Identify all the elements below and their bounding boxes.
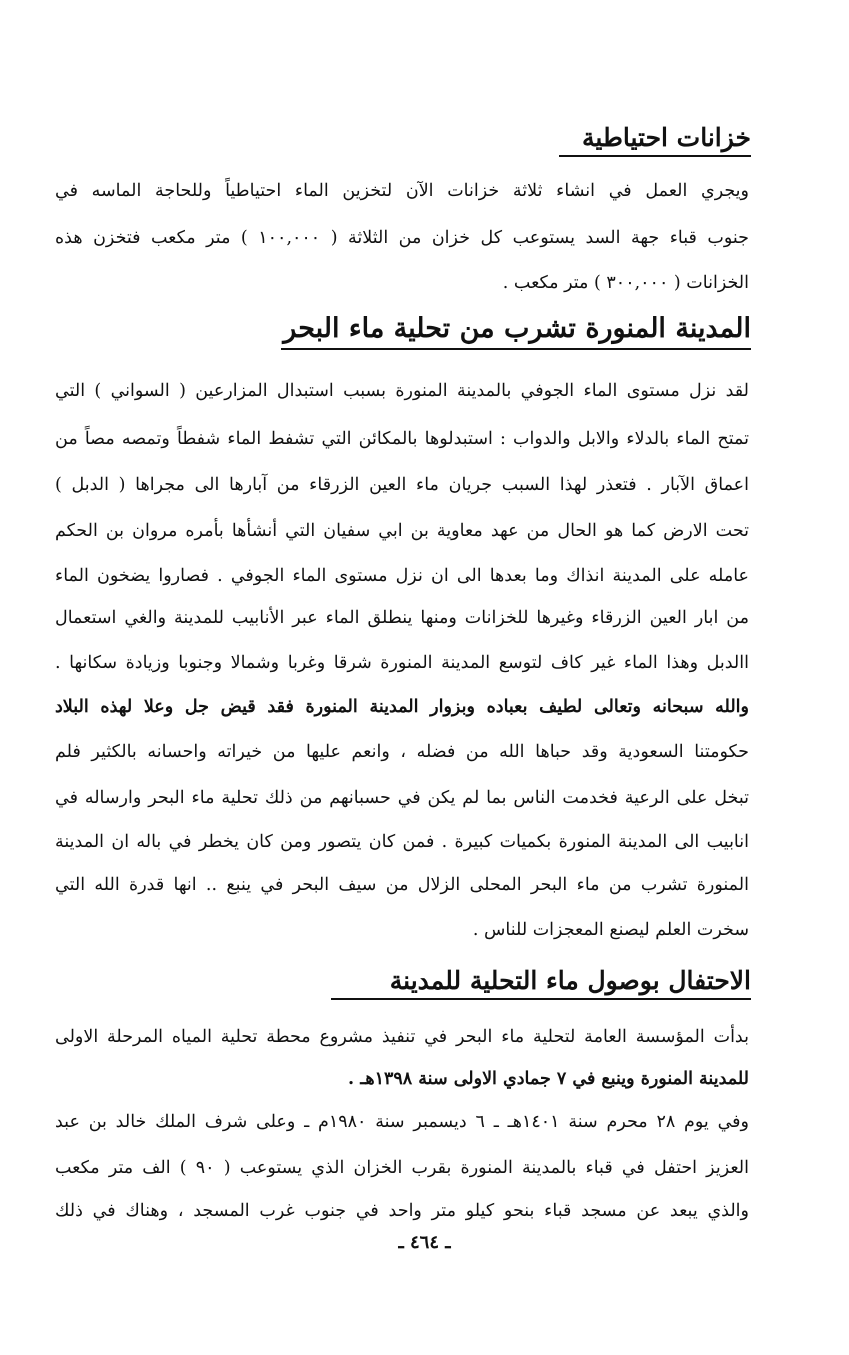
paragraph-line: لقد نزل مستوى الماء الجوفي بالمدينة المنورة بسبب استبدال المزارعين ( السواني ) التي bbox=[55, 381, 749, 401]
paragraph-line: تحت الارض كما هو الحال من عهد معاوية بن ابي سفيان التي أنشأها بأمره مروان بن الحكم bbox=[55, 521, 749, 541]
paragraph-line: اعماق الآبار . فتعذر لهذا السبب جريان ماء العين الزرقاء من آبارها الى مجراها ( الدبل ) bbox=[55, 475, 749, 495]
paragraph-line: جنوب قباء جهة السد يستوعب كل خزان من الثلاثة ( ١٠٠,٠٠٠ ) متر مكعب فتخزن هذه bbox=[55, 228, 749, 248]
section-heading-reserve-tanks: خزانات احتياطية bbox=[559, 122, 751, 157]
section-heading-desalination-water: المدينة المنورة تشرب من تحلية ماء البحر bbox=[281, 312, 751, 350]
section-heading-celebration: الاحتفال بوصول ماء التحلية للمدينة bbox=[331, 965, 751, 1000]
paragraph-line: المنورة تشرب من ماء البحر المحلى الزلال من سيف البحر في ينبع .. انها قدرة الله التي bbox=[55, 875, 749, 895]
paragraph-line: سخرت العلم ليصنع المعجزات للناس . bbox=[472, 920, 749, 940]
paragraph-line: ويجري العمل في انشاء ثلاثة خزانات الآن لتخزين الماء احتياطياً وللحاجة الماسه في bbox=[55, 181, 749, 201]
paragraph-line: وفي يوم ٢٨ محرم سنة ١٤٠١هـ ـ ٦ ديسمبر سنة ١٩٨٠م ـ وعلى شرف الملك خالد بن عبد bbox=[55, 1112, 749, 1132]
paragraph-line: والله سبحانه وتعالى لطيف بعباده وبزوار المدينة المنورة فقد قيض جل وعلا لهذه البلاد bbox=[55, 697, 749, 717]
paragraph-line: تبخل على الرعية فخدمت الناس بما لم يكن في حسبانهم من ذلك تحلية ماء البحر وارساله في bbox=[55, 788, 749, 808]
paragraph-line: للمدينة المنورة وينبع في ٧ جمادي الاولى سنة ١٣٩٨هـ . bbox=[348, 1069, 749, 1089]
page-number: ـ ٤٦٤ ـ bbox=[398, 1232, 451, 1253]
paragraph-line: انابيب الى المدينة المنورة بكميات كبيرة . فمن كان يتصور ومن كان يخطر في باله ان المدينة bbox=[55, 832, 749, 852]
paragraph-line: تمتح الماء بالدلاء والابل والدواب : استبدلوها بالمكائن التي تشفط الماء شفطاً وتمصه مصاً من bbox=[55, 429, 749, 449]
paragraph-line: عامله على المدينة انذاك وما بعدها الى ان نزل مستوى الماء الجوفي . فصاروا يضخون الماء bbox=[55, 566, 749, 586]
paragraph-line: والذي يبعد عن مسجد قباء بنحو كيلو متر واحد في جنوب غرب المسجد ، وهناك في ذلك bbox=[55, 1201, 749, 1221]
paragraph-line: العزيز احتفل في قباء بالمدينة المنورة بقرب الخزان الذي يستوعب ( ٩٠ ) الف متر مكعب bbox=[55, 1158, 749, 1178]
paragraph-line: بدأت المؤسسة العامة لتحلية ماء البحر في تنفيذ مشروع محطة تحلية المياه المرحلة الاولى bbox=[55, 1027, 749, 1047]
paragraph-line: من ابار العين الزرقاء وغيرها للخزانات ومنها ينطلق الماء عبر الأنابيب للمدينة والغي استعمال bbox=[55, 608, 749, 628]
paragraph-line: االدبل وهذا الماء غير كاف لتوسع المدينة المنورة شرقا وغربا وشمالا وجنوبا وزيادة سكانها . bbox=[55, 653, 749, 673]
paragraph-line: الخزانات ( ٣٠٠,٠٠٠ ) متر مكعب . bbox=[502, 273, 749, 293]
paragraph-line: حكومتنا السعودية وقد حباها الله من فضله ، وانعم عليها من خيراته واحسانه بالكثير فلم bbox=[55, 742, 749, 762]
